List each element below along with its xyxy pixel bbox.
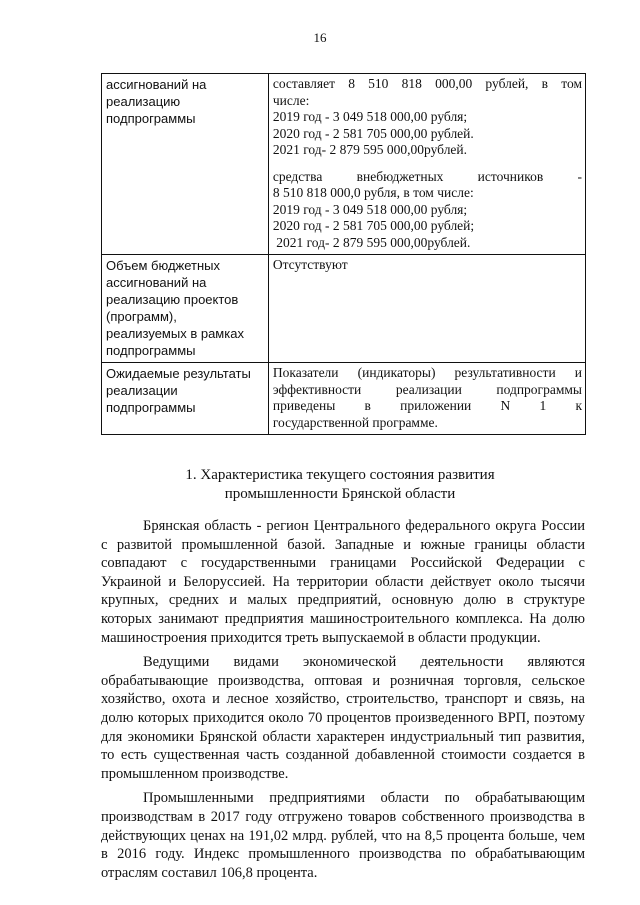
- value-line: составляет 8 510 818 000,00 рублей, в том: [272, 76, 582, 91]
- value-line: Отсутствуют: [272, 257, 348, 272]
- table-row: [102, 255, 586, 363]
- value-line: числе:: [272, 92, 310, 108]
- value-line: 2020 год - 2 581 705 000,00 рублей;: [272, 218, 475, 233]
- table-row: [102, 363, 586, 435]
- label-line: (программ),: [106, 309, 177, 324]
- label-line: ассигнований на: [106, 275, 207, 290]
- value-line: 2020 год - 2 581 705 000,00 рублей.: [272, 125, 474, 141]
- label-line: Ожидаемые результаты: [106, 366, 251, 381]
- row-label: [102, 74, 269, 255]
- row-value: [268, 363, 585, 435]
- value-line: 8 510 818 000,0 рубля, в том числе:: [272, 185, 474, 200]
- value-line: 2019 год - 3 049 518 000,00 рубля;: [272, 201, 468, 217]
- value-line: средства внебюджетных источников -: [272, 168, 582, 184]
- body-text: [101, 517, 585, 888]
- row-label: [102, 255, 269, 363]
- value-line: 2019 год - 3 049 518 000,00 рубля;: [272, 109, 468, 124]
- label-line: реализуемых в рамках: [106, 326, 244, 341]
- label-line: подпрограммы: [106, 111, 196, 126]
- value-line: 2021 год- 2 879 595 000,00рублей.: [272, 234, 471, 250]
- table-row: [102, 74, 586, 255]
- section-title-line: 1. Характеристика текущего состояния развития: [185, 467, 495, 483]
- label-line: подпрограммы: [106, 343, 196, 358]
- label-line: реализации: [106, 383, 178, 398]
- value-line: Показатели (индикаторы) результативности и: [272, 365, 582, 380]
- label-line: подпрограммы: [106, 400, 196, 415]
- row-value: [268, 255, 585, 363]
- section-title-line: промышленности Брянской области: [224, 485, 456, 502]
- row-label: [102, 363, 269, 435]
- section-title: [100, 466, 580, 503]
- page-number: 16: [313, 30, 327, 45]
- value-line: государственной программе.: [272, 414, 438, 430]
- program-parameters-table: [101, 73, 586, 435]
- label-line: ассигнований на: [106, 77, 207, 92]
- row-value: [268, 74, 585, 255]
- label-line: реализацию: [106, 94, 181, 109]
- value-line: эффективности реализации подпрограммы: [272, 381, 582, 397]
- value-line: приведены в приложении N 1 к: [272, 398, 582, 413]
- label-line: Объем бюджетных: [106, 258, 220, 273]
- paragraph: Промышленными предприятиями области по обрабатывающим производствам в 2017 году отгружено товаров собственного производства в действующих ценах на 191,02 млрд. рублей, что на 8,5 процента больше, чем в 2016 году. Индекс промышленного производства по обрабатывающим отраслям составил 106,8 процента.: [101, 790, 585, 881]
- paragraph: Брянская область - регион Центрального федерального округа России с развитой промышленной базой. Западные и южные границы области совпадают с государственными границами Российской Федерации с Украиной и Белоруссией. На территории области действует около тысячи крупных, средних и малых предприятий, основную долю в структуре которых занимают предприятия машиностроительного комплекса. На долю машиностроения приходится треть выпускаемой в области продукции.: [101, 518, 585, 646]
- label-line: реализацию проектов: [106, 292, 239, 307]
- value-spacer: [273, 159, 582, 169]
- paragraph: Ведущими видами экономической деятельности являются обрабатывающие производства, оптовая и розничная торговля, сельское хозяйство, охота и лесное хозяйство, строительство, транспорт и связь, на долю которых приходится около 70 процентов произведенного ВРП, поэтому для экономики Брянской области характерен индустриальный тип развития, то есть существенная часть созданной добавленной стоимости создается в промышленном производстве.: [101, 654, 585, 782]
- value-line: 2021 год- 2 879 595 000,00рублей.: [272, 142, 468, 157]
